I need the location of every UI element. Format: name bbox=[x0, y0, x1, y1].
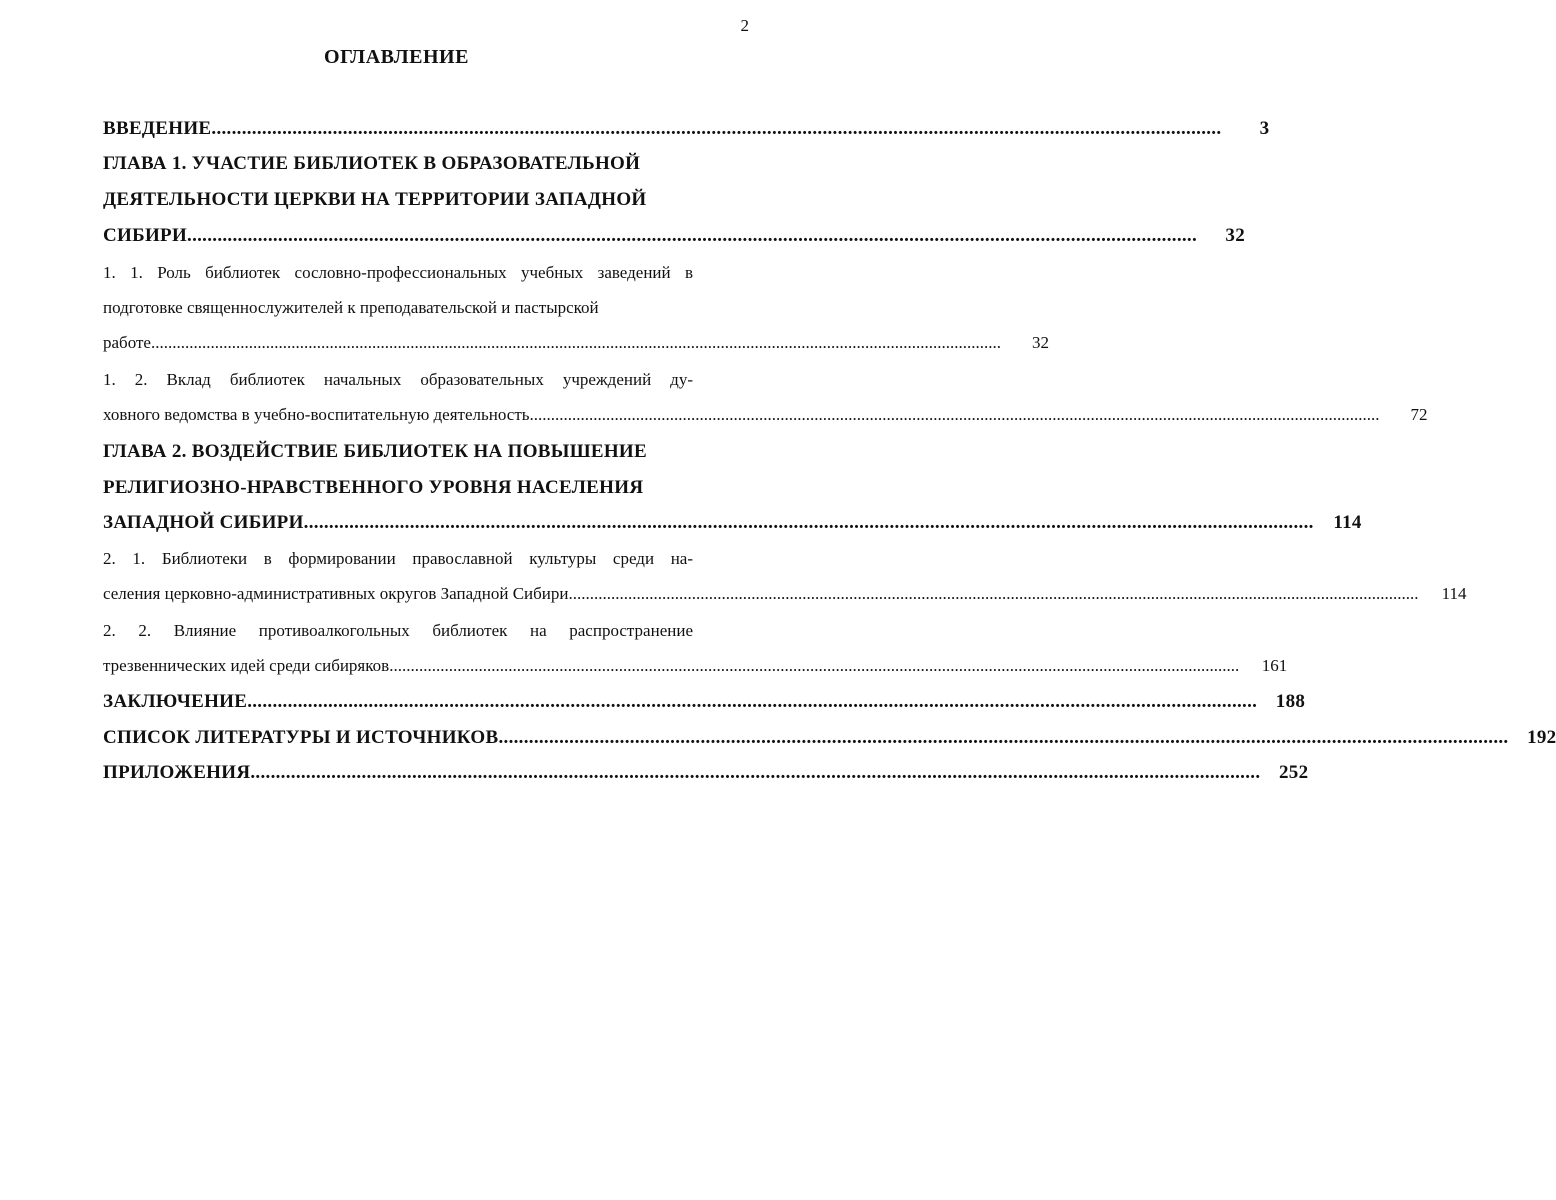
toc-entry-text: 1. 1. Роль библиотек сословно-профессиональных учебных заведений в bbox=[103, 263, 693, 282]
toc-section-1-1-line-2 bbox=[103, 298, 723, 318]
dot-leader: ........................................................................................................................................................................................................ bbox=[150, 333, 1001, 352]
dot-leader: ........................................................................................................................................................................................................ bbox=[529, 405, 1380, 424]
toc-entry-text: ховного ведомства в учебно-воспитательную деятельность bbox=[103, 405, 530, 424]
toc-entry-text: 2. 2. Влияние противоалкогольных библиотек на распространение bbox=[103, 621, 693, 640]
toc-entry-text: СИБИРИ bbox=[103, 225, 188, 246]
toc-entry-text: ДЕЯТЕЛЬНОСТИ ЦЕРКВИ НА ТЕРРИТОРИИ ЗАПАДНОЙ bbox=[103, 189, 647, 210]
toc-entry-conclusion bbox=[103, 691, 1306, 713]
toc-entry-text: трезвеннических идей среди сибиряков bbox=[103, 656, 390, 675]
toc-page-number: 114 bbox=[1441, 584, 1467, 603]
toc-section-2-2-line-2 bbox=[103, 656, 1288, 676]
toc-page-number: 192 bbox=[1527, 727, 1556, 748]
toc-page-number: 114 bbox=[1333, 512, 1362, 533]
toc-entry-text: СПИСОК ЛИТЕРАТУРЫ И ИСТОЧНИКОВ bbox=[103, 727, 499, 748]
toc-page-number: 32 bbox=[1225, 225, 1246, 246]
toc-entry-text: селения церковно-административных округов Западной Сибири bbox=[103, 584, 569, 603]
toc-entry-text: ЗАПАДНОЙ СИБИРИ bbox=[103, 512, 304, 533]
toc-page-number: 3 bbox=[1259, 118, 1270, 139]
toc-entry-references bbox=[103, 727, 1556, 749]
dot-leader: ........................................................................................................................................................................................................ bbox=[303, 512, 1314, 533]
toc-chapter-2-line-3 bbox=[103, 512, 1362, 534]
toc-chapter-2-line-2 bbox=[103, 477, 723, 499]
toc-entry-text: 2. 1. Библиотеки в формировании православной культуры среди на- bbox=[103, 549, 693, 568]
toc-page-number: 188 bbox=[1275, 691, 1306, 712]
toc-section-1-1-line-1 bbox=[103, 263, 723, 283]
toc-entry-text: ВВЕДЕНИЕ bbox=[103, 118, 212, 139]
toc-entry-text: подготовке священнослужителей к преподавательской и пастырской bbox=[103, 298, 599, 317]
dot-leader: ........................................................................................................................................................................................................ bbox=[187, 225, 1198, 246]
toc-section-1-2-line-2 bbox=[103, 405, 1428, 425]
dot-leader: ........................................................................................................................................................................................................ bbox=[389, 656, 1240, 675]
dot-leader: ........................................................................................................................................................................................................ bbox=[568, 584, 1419, 603]
toc-page-number: 161 bbox=[1261, 656, 1288, 675]
toc-chapter-1-line-1 bbox=[103, 153, 723, 175]
toc-chapter-1-line-2 bbox=[103, 189, 723, 211]
dot-leader: ........................................................................................................................................................................................................ bbox=[211, 118, 1222, 139]
toc-entry-text: ЗАКЛЮЧЕНИЕ bbox=[103, 691, 248, 712]
toc-page-number: 252 bbox=[1278, 762, 1309, 783]
toc-chapter-2-line-1 bbox=[103, 441, 723, 463]
page-number: 2 bbox=[740, 16, 749, 35]
dot-leader: ........................................................................................................................................................................................................ bbox=[250, 762, 1261, 783]
toc-entry-text: работе bbox=[103, 333, 151, 352]
toc-entry-appendix bbox=[103, 762, 1309, 784]
toc-page-number: 32 bbox=[1031, 333, 1049, 352]
page-title: ОГЛАВЛЕНИЕ bbox=[324, 46, 469, 68]
toc-entry-text: ГЛАВА 1. УЧАСТИЕ БИБЛИОТЕК В ОБРАЗОВАТЕЛЬНОЙ bbox=[103, 153, 641, 174]
toc-section-2-1-line-2 bbox=[103, 584, 1467, 604]
dot-leader: ........................................................................................................................................................................................................ bbox=[247, 691, 1258, 712]
toc-page-number: 72 bbox=[1410, 405, 1428, 424]
toc-section-2-1-line-1 bbox=[103, 549, 723, 569]
toc-section-1-2-line-1 bbox=[103, 370, 723, 390]
toc-entry-text: ПРИЛОЖЕНИЯ bbox=[103, 762, 251, 783]
dot-leader: ........................................................................................................................................................................................................ bbox=[498, 727, 1509, 748]
toc-entry-text: РЕЛИГИОЗНО-НРАВСТВЕННОГО УРОВНЯ НАСЕЛЕНИЯ bbox=[103, 477, 644, 498]
toc-section-1-1-line-3 bbox=[103, 333, 1049, 353]
toc-entry-text: 1. 2. Вклад библиотек начальных образовательных учреждений ду- bbox=[103, 370, 693, 389]
toc-section-2-2-line-1 bbox=[103, 621, 723, 641]
toc-chapter-1-line-3 bbox=[103, 225, 1246, 247]
toc-entry-intro bbox=[103, 118, 1270, 140]
toc-entry-text: ГЛАВА 2. ВОЗДЕЙСТВИЕ БИБЛИОТЕК НА ПОВЫШЕНИЕ bbox=[103, 441, 647, 462]
